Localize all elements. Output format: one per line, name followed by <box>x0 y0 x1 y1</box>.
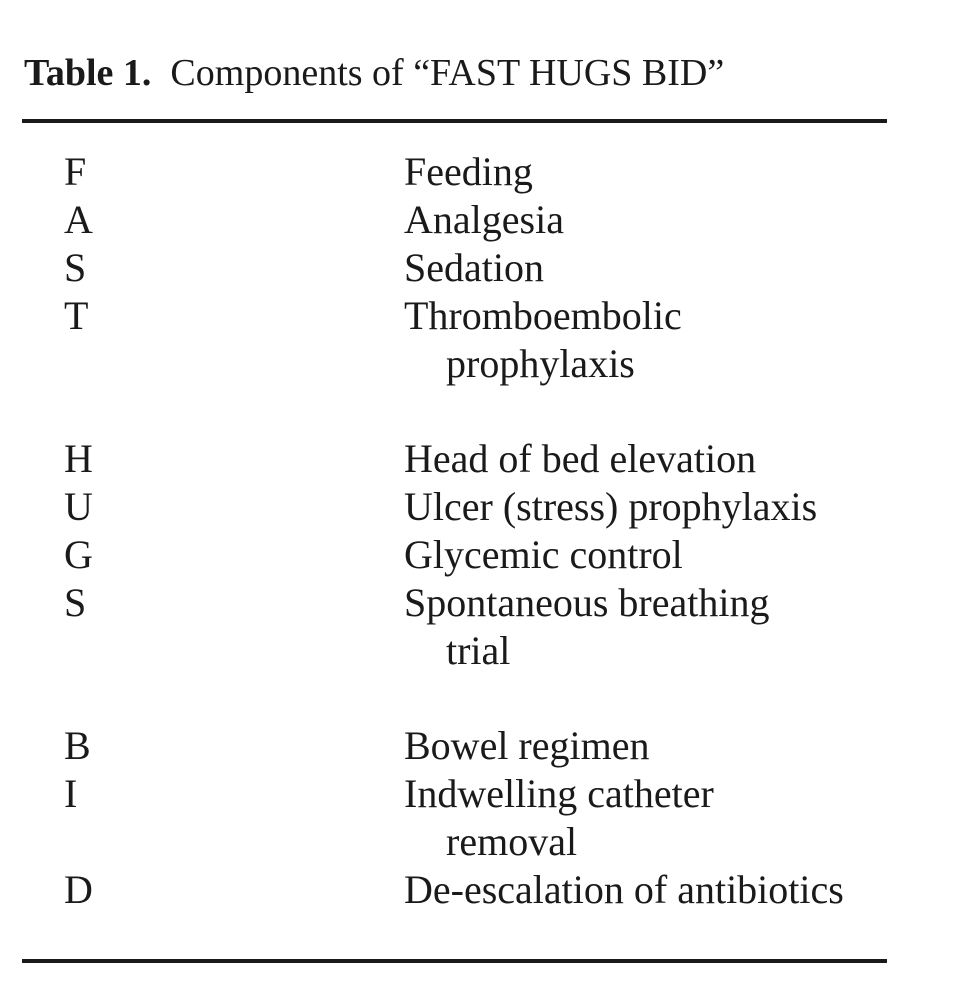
component-term <box>404 148 884 196</box>
component-term <box>404 722 884 770</box>
term-text: Feeding <box>404 149 533 194</box>
term-text: Thromboembolic <box>404 293 682 338</box>
term-text: Head of bed elevation <box>404 436 757 481</box>
bottom-rule <box>22 959 887 963</box>
table-row <box>0 770 954 866</box>
term-continuation: prophylaxis <box>446 341 635 386</box>
mnemonic-letter: H <box>64 436 93 481</box>
term-text: Glycemic control <box>404 532 683 577</box>
term-text: Ulcer (stress) prophylaxis <box>404 484 818 529</box>
mnemonic-letter: T <box>64 293 89 338</box>
top-rule <box>22 119 887 123</box>
group-hugs <box>0 435 954 675</box>
component-term <box>404 435 884 483</box>
term-text: Analgesia <box>404 197 564 242</box>
term-text: De-escalation of antibiotics <box>404 867 844 912</box>
term-text: Sedation <box>404 245 544 290</box>
component-term <box>404 531 884 579</box>
table-row <box>0 531 954 579</box>
table-row <box>0 435 954 483</box>
group-fast <box>0 148 954 388</box>
component-term <box>404 579 884 675</box>
component-term <box>404 292 884 388</box>
mnemonic-letter: I <box>64 771 78 816</box>
mnemonic-letter: U <box>64 484 93 529</box>
term-text: Spontaneous breathing <box>404 580 770 625</box>
table-title: Components of “FAST HUGS BID” <box>170 52 725 94</box>
table-row <box>0 866 954 914</box>
table-row <box>0 579 954 675</box>
mnemonic-letter: S <box>64 245 87 290</box>
table-caption <box>24 50 724 96</box>
mnemonic-letter: A <box>64 197 93 242</box>
component-term <box>404 244 884 292</box>
term-continuation: trial <box>446 628 511 673</box>
table-row <box>0 722 954 770</box>
group-bid <box>0 722 954 914</box>
table-row <box>0 196 954 244</box>
table-row <box>0 292 954 388</box>
component-term <box>404 483 884 531</box>
mnemonic-letter: G <box>64 532 93 577</box>
table-row <box>0 244 954 292</box>
component-term <box>404 866 884 914</box>
component-term <box>404 770 884 866</box>
term-text: Indwelling catheter <box>404 771 714 816</box>
table-row <box>0 148 954 196</box>
component-term <box>404 196 884 244</box>
mnemonic-letter: B <box>64 723 91 768</box>
term-continuation: removal <box>446 819 578 864</box>
term-text: Bowel regimen <box>404 723 650 768</box>
mnemonic-letter: S <box>64 580 87 625</box>
table-row <box>0 483 954 531</box>
table-number: Table 1. <box>24 52 152 94</box>
table-body <box>0 148 954 914</box>
mnemonic-letter: D <box>64 867 93 912</box>
mnemonic-letter: F <box>64 149 87 194</box>
